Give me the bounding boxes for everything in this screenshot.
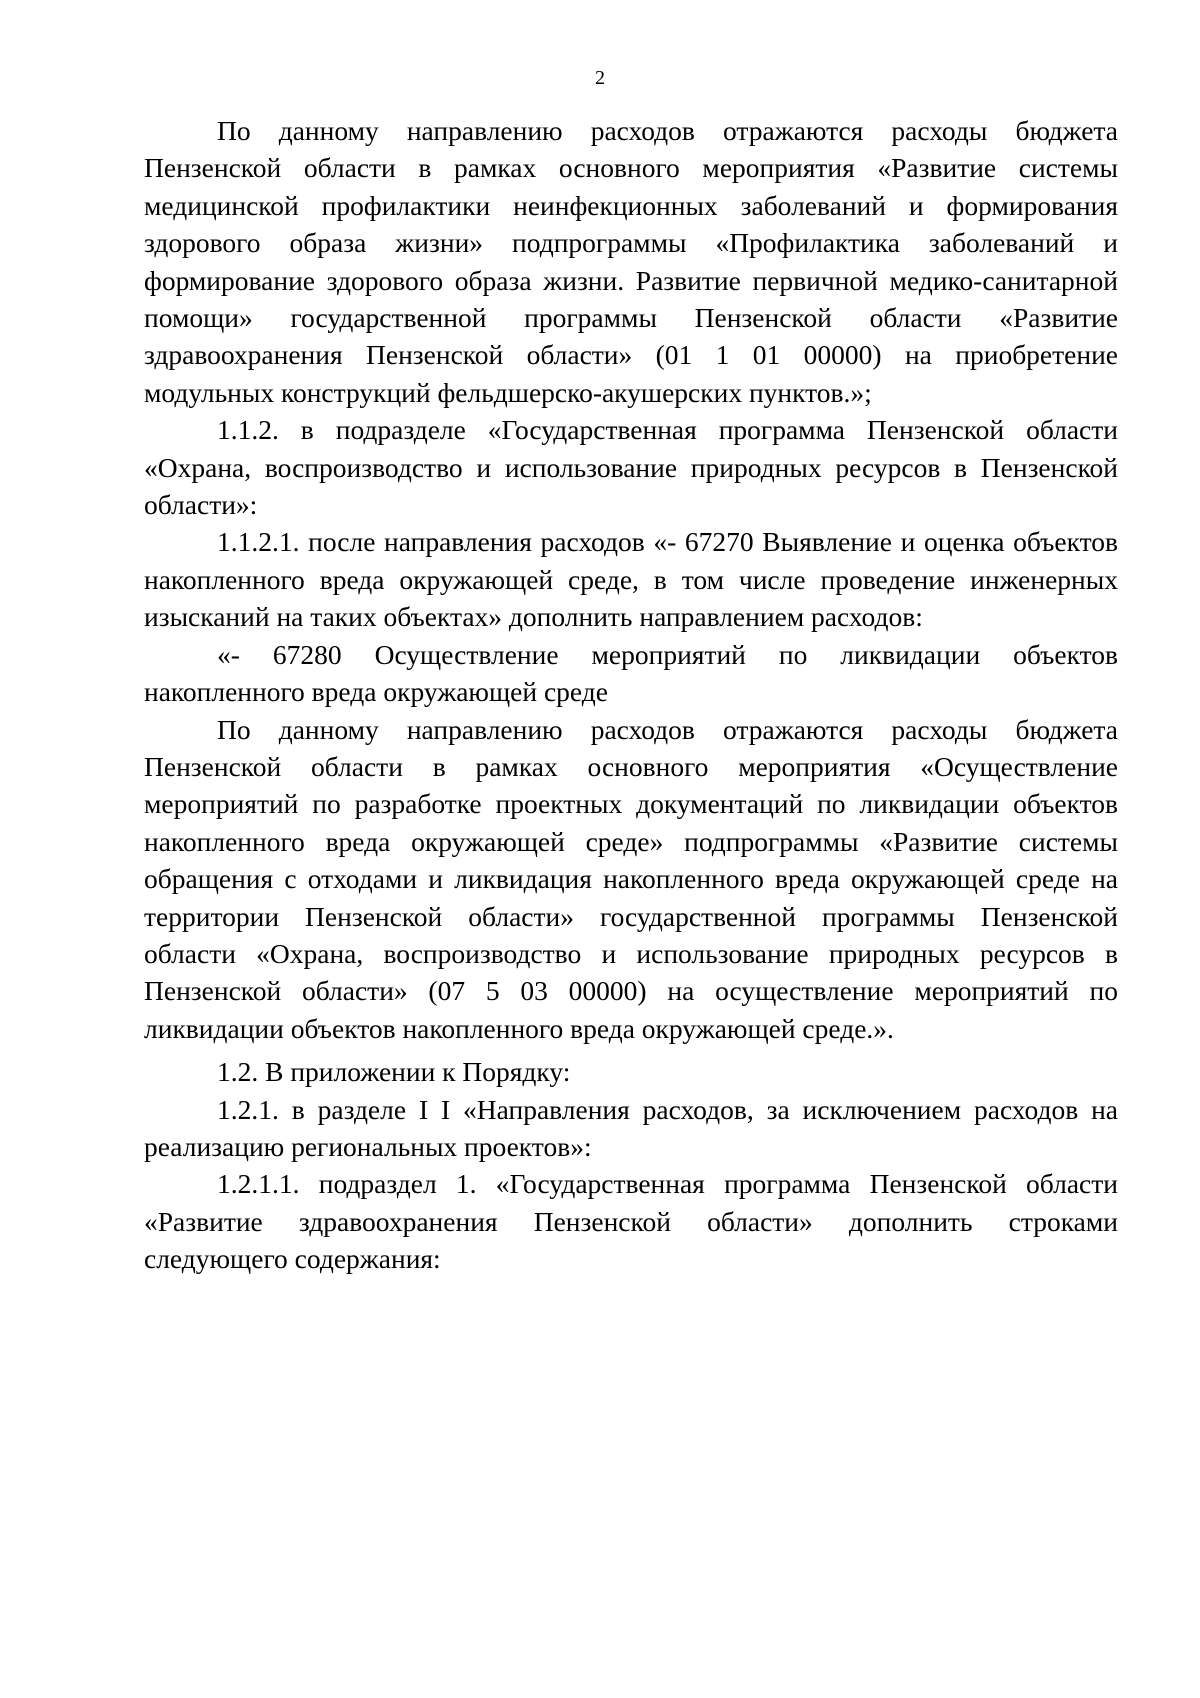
paragraph-1-1-2: 1.1.2. в подразделе «Государственная программа Пензенской области «Охрана, воспроизводство и использование природных ресурсов в Пензенской области»: <box>144 414 1118 521</box>
paragraph-1-2: 1.2. В приложении к Порядку: <box>217 1056 571 1088</box>
paragraph-expense-direction-accumulated-harm: По данному направлению расходов отражаются расходы бюджета Пензенской области в рамках основного мероприятия «Осуществление мероприятий по разработке проектных документаций по ликвидации объектов накопленного вреда окружающей среде» подпрограммы «Развитие системы обращения с отходами и ликвидация накопленного вреда окружающей среде на территории Пензенской области» государственной программы Пензенской области «Охрана, воспроизводство и использование природных ресурсов в Пензенской области» (07 5 03 00000) на осуществление мероприятий по ликвидации объектов накопленного вреда окружающей среде.». <box>144 713 1118 1044</box>
paragraph-1-1-2-1: 1.1.2.1. после направления расходов «- 67270 Выявление и оценка объектов накопленного вреда окружающей среде, в том числе проведение инженерных изысканий на таких объектах» дополнить направлением расходов: <box>144 526 1118 633</box>
paragraph-1-2-1: 1.2.1. в разделе I I «Направления расходов, за исключением расходов на реализацию региональных проектов»: <box>144 1093 1118 1162</box>
paragraph-1-2-1-1: 1.2.1.1. подраздел 1. «Государственная программа Пензенской области «Развитие здравоохранения Пензенской области» дополнить строками следующего содержания: <box>144 1168 1118 1275</box>
page-number: 2 <box>595 67 605 89</box>
paragraph-expense-67280: «- 67280 Осуществление мероприятий по ликвидации объектов накопленного вреда окружающей среде <box>144 638 1118 708</box>
paragraph-expense-direction-fap: По данному направлению расходов отражаются расходы бюджета Пензенской области в рамках основного мероприятия «Развитие системы медицинской профилактики неинфекционных заболеваний и формирования здорового образа жизни» подпрограммы «Профилактика заболеваний и формирование здорового образа жизни. Развитие первичной медико-санитарной помощи» государственной программы Пензенской области «Развитие здравоохранения Пензенской области» (01 1 01 00000) на приобретение модульных конструкций фельдшерско-акушерских пунктов.»; <box>144 115 1118 408</box>
document-body <box>144 112 1118 1278</box>
